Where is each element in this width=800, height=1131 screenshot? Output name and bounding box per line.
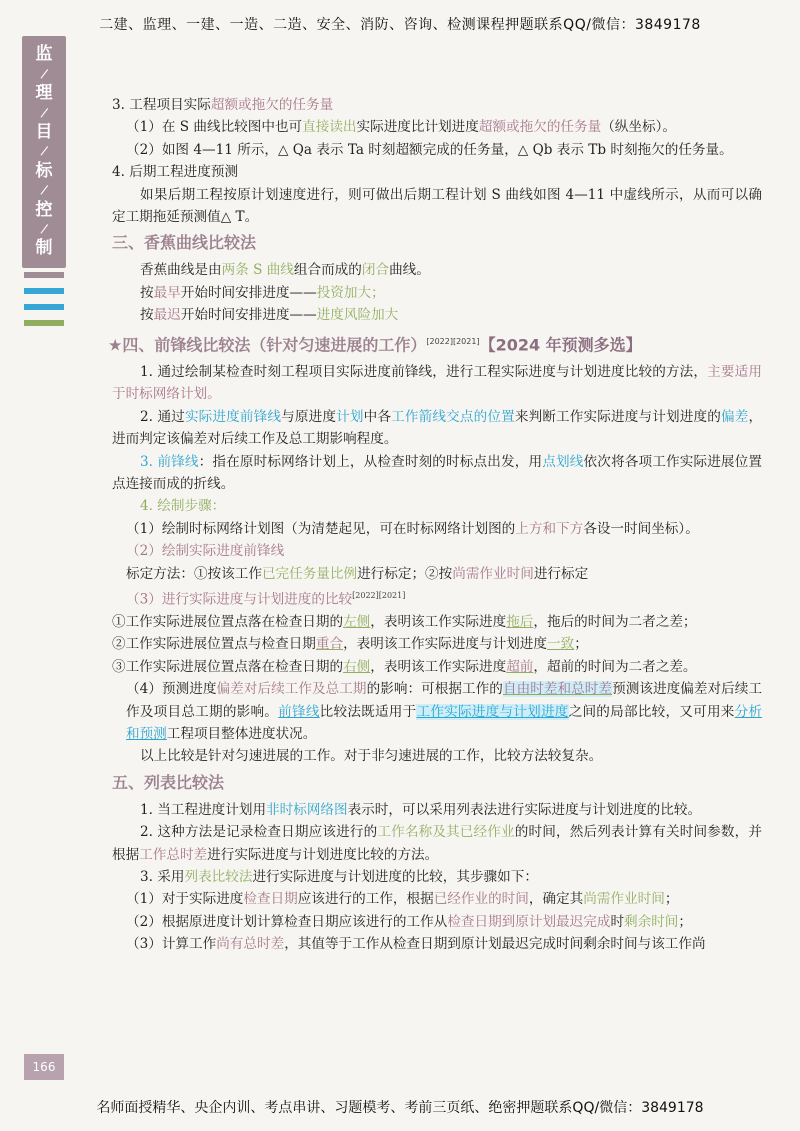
text-line: （3）计算工作尚有总时差，其值等于工作从检查日期到原计划最迟完成时间剩余时间与该工作尚 (126, 936, 706, 953)
side-tab-sep: / (39, 221, 49, 238)
text-line: 4. 绘制步骤： (140, 498, 226, 515)
side-tab-sep: / (39, 105, 49, 121)
text-line: 香蕉曲线是由两条 S 曲线组合而成的闭合曲线。 (140, 262, 430, 279)
text-line: （1）绘制时标网络计划图（为清楚起见，可在时标网络计划图的上方和下方各设一时间坐标）。 (126, 520, 699, 537)
text-line: （3）进行实际进度与计划进度的比较[2022][2021] (126, 591, 406, 608)
paragraph: 2. 这种方法是记录检查日期应该进行的工作名称及其已经作业的时间，然后列表计算有关时间参数，并根据工作总时差进行实际进度与计划进度比较的方法。 (112, 824, 763, 863)
text-line: （2）如图 4—11 所示，△ Qa 表示 Ta 时刻超额完成的任务量，△ Qb 表示 Tb 时刻拖欠的任务量。 (126, 141, 733, 158)
text-line: ①工作实际进展位置点落在检查日期的左侧，表明该工作实际进度拖后，拖后的时间为二者之差； (112, 613, 697, 630)
side-tab-char: 监 (35, 44, 53, 65)
paragraph: 1. 通过绘制某检查时刻工程项目实际进度前锋线，进行工程实际进度与计划进度比较的方法，主要适用于时标网络计划。 (112, 363, 762, 403)
text-line: （2）绘制实际进度前锋线 (126, 543, 285, 560)
paragraph: 如果后期工程按原计划速度进行，则可做出后期工程计划 S 曲线如图 4—11 中虚线所示，从而可以确定工期拖延预测值△ T。 (112, 186, 762, 226)
text-line: ②工作实际进展位置点与检查日期重合，表明该工作实际进度与计划进度一致； (112, 636, 588, 653)
side-tab-sep: / (39, 182, 49, 199)
side-tab-char: 控 (35, 199, 53, 220)
text-line: 以上比较是针对匀速进展的工作。对于非匀速进展的工作，比较方法较复杂。 (140, 748, 603, 765)
side-tab-char: 制 (35, 238, 53, 259)
text-line: 按最早开始时间安排进度——投资加大； (140, 284, 385, 301)
text-line: 4. 后期工程进度预测 (112, 164, 239, 181)
section-heading: 五、列表比较法 (112, 772, 225, 792)
side-stripe-blue (24, 288, 64, 294)
page-header: 二建、监理、一建、一造、二造、安全、消防、咨询、检测课程押题联系QQ/微信：3849178 (99, 17, 701, 33)
side-tab-char: 理 (35, 83, 53, 104)
side-tab-char: 标 (35, 160, 53, 181)
side-tab-sep: / (39, 66, 49, 83)
text-line: 3. 采用列表比较法进行实际进度与计划进度的比较，其步骤如下： (140, 869, 538, 886)
page-footer: 名师面授精华、央企内训、考点串讲、习题模考、考前三页纸、绝密押题联系QQ/微信：3849178 (96, 1100, 704, 1116)
paragraph: 1. 当工程进度计划用非时标网络图表示时，可以采用列表法进行实际进度与计划进度的比较。 (140, 801, 702, 818)
text-line: ③工作实际进展位置点落在检查日期的右侧，表明该工作实际进度超前，超前的时间为二者之差。 (112, 658, 697, 675)
side-stripe-blue (24, 304, 64, 310)
section-heading: 三、香蕉曲线比较法 (112, 233, 257, 253)
paragraph: 3. 前锋线：指在原时标网络计划上，从检查时刻的时标点出发，用点划线依次将各项工作实际进展位置点连接而成的折线。 (112, 453, 763, 493)
main-content (108, 94, 763, 956)
side-tab (22, 36, 66, 268)
text-line: 3. 工程项目实际超额或拖欠的任务量 (112, 97, 334, 113)
text-line: （1）对于实际进度检查日期应该进行的工作，根据已经作业的时间，确定其尚需作业时间； (126, 891, 679, 908)
side-stripe-mauve (24, 272, 64, 278)
page-number: 166 (24, 1054, 64, 1080)
side-stripe-green (24, 320, 64, 326)
side-tab-sep: / (39, 144, 49, 160)
text-line: （2）根据原进度计划计算检查日期应该进行的工作从检查日期到原计划最迟完成时剩余时间； (126, 913, 692, 930)
paragraph: （4）预测进度偏差对后续工作及总工期的影响：可根据工作的自由时差和总时差预测该进度偏差对后续工作及项目总工期的影响。前锋线比较法既适用于工作实际进度与计划进度之间的局部比较，又可用来分析和预测工程项目整体进度状况。 (126, 681, 763, 743)
text-line: （1）在 S 曲线比较图中也可直接读出实际进度比计划进度超额或拖欠的任务量（纵坐标）。 (126, 119, 676, 136)
section-heading: ★四、前锋线比较法（针对匀速进展的工作）[2022][2021]【2024 年预测多选】 (108, 334, 642, 354)
side-tab-char: 目 (35, 122, 53, 143)
text-line: 标定方法：①按该工作已完任务量比例进行标定；②按尚需作业时间进行标定 (126, 565, 589, 582)
paragraph: 2. 通过实际进度前锋线与原进度计划中各工作箭线交点的位置来判断工作实际进度与计划进度的偏差，进而判定该偏差对后续工作及总工期影响程度。 (112, 408, 763, 448)
text-line: 按最迟开始时间安排进度——进度风险加大 (140, 307, 399, 324)
